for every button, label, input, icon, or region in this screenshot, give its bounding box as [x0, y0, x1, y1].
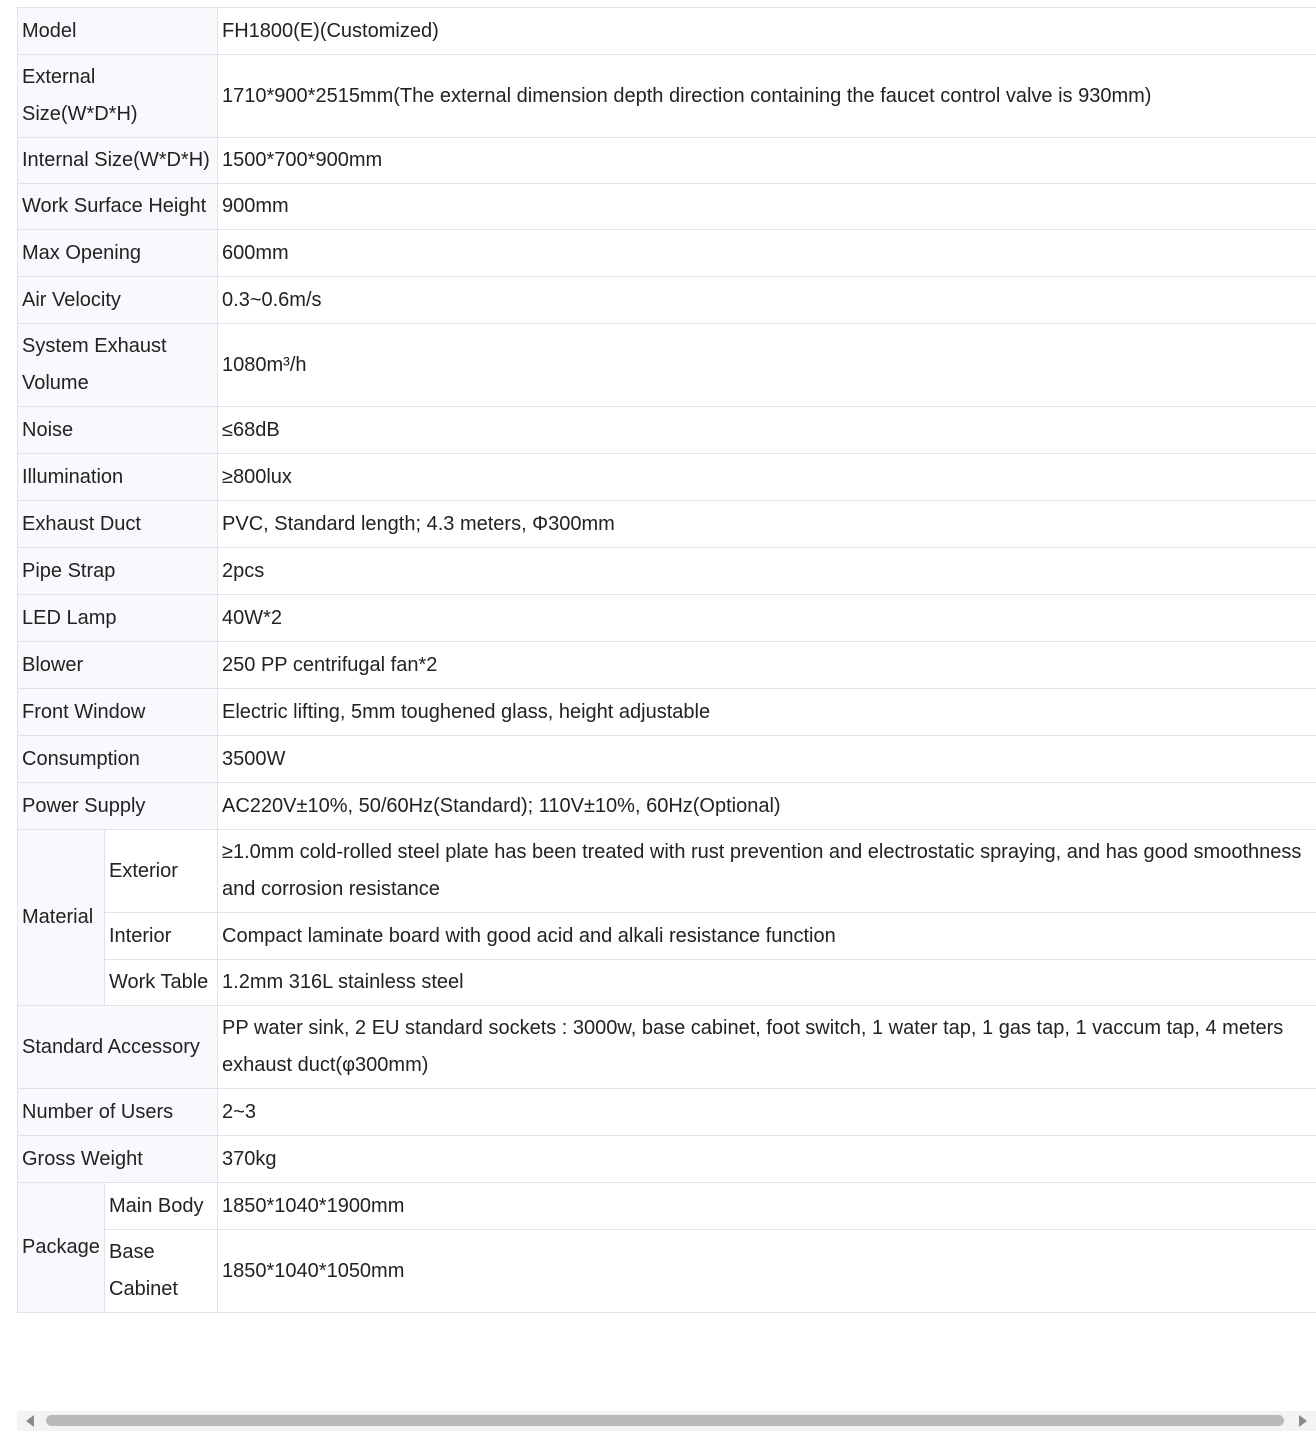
table-row	[18, 1006, 1316, 1089]
spec-label: System Exhaust Volume	[18, 324, 218, 407]
spec-value: 900mm	[218, 184, 1316, 230]
spec-label: Model	[18, 8, 218, 55]
sub-label-main-body: Main Body	[105, 1183, 218, 1230]
spec-value: 1850*1040*1900mm	[218, 1183, 1316, 1230]
scroll-left-arrow-icon[interactable]	[26, 1415, 34, 1427]
table-row	[18, 454, 1316, 501]
spec-value: 370kg	[218, 1136, 1316, 1183]
spec-value: Electric lifting, 5mm toughened glass, height adjustable	[218, 689, 1316, 736]
table-row	[18, 830, 1316, 913]
spec-label: Air Velocity	[18, 277, 218, 324]
spec-value: ≥1.0mm cold-rolled steel plate has been treated with rust prevention and electrostatic spraying, and has good smoothness and corrosion resistance	[218, 830, 1316, 913]
table-row	[18, 324, 1316, 407]
spec-label: Power Supply	[18, 783, 218, 830]
spec-table-container	[17, 7, 1316, 1411]
spec-value: 3500W	[218, 736, 1316, 783]
spec-value: 0.3~0.6m/s	[218, 277, 1316, 324]
package-label: Package	[18, 1183, 105, 1313]
table-row	[18, 642, 1316, 689]
scrollbar-thumb[interactable]	[46, 1415, 1284, 1426]
spec-value: FH1800(E)(Customized)	[218, 8, 1316, 55]
table-row	[18, 1183, 1316, 1230]
sub-label-interior: Interior	[105, 913, 218, 960]
table-row	[18, 407, 1316, 454]
table-row	[18, 184, 1316, 230]
spec-table	[17, 7, 1316, 1313]
table-row	[18, 277, 1316, 324]
spec-value: 1500*700*900mm	[218, 138, 1316, 184]
spec-label: Standard Accessory	[18, 1006, 218, 1089]
table-row	[18, 783, 1316, 830]
spec-label: Number of Users	[18, 1089, 218, 1136]
spec-label: Illumination	[18, 454, 218, 501]
table-row	[18, 960, 1316, 1006]
table-row	[18, 913, 1316, 960]
table-row	[18, 8, 1316, 55]
spec-value: ≤68dB	[218, 407, 1316, 454]
spec-label: Front Window	[18, 689, 218, 736]
table-row	[18, 230, 1316, 277]
sub-label-exterior: Exterior	[105, 830, 218, 913]
material-label: Material	[18, 830, 105, 1006]
table-row	[18, 55, 1316, 138]
table-row	[18, 138, 1316, 184]
spec-label: Max Opening	[18, 230, 218, 277]
spec-value: 1080m³/h	[218, 324, 1316, 407]
spec-value: 250 PP centrifugal fan*2	[218, 642, 1316, 689]
table-row	[18, 1089, 1316, 1136]
spec-value: PP water sink, 2 EU standard sockets : 3000w, base cabinet, foot switch, 1 water tap, 1 gas tap, 1 vaccum tap, 4 meters exhaust duct(φ300mm)	[218, 1006, 1316, 1089]
spec-label: LED Lamp	[18, 595, 218, 642]
table-row	[18, 548, 1316, 595]
spec-label: External Size(W*D*H)	[18, 55, 218, 138]
spec-value: 1.2mm 316L stainless steel	[218, 960, 1316, 1006]
table-row	[18, 1136, 1316, 1183]
spec-label: Blower	[18, 642, 218, 689]
spec-label: Consumption	[18, 736, 218, 783]
table-row	[18, 595, 1316, 642]
spec-value: 1850*1040*1050mm	[218, 1230, 1316, 1313]
spec-value: PVC, Standard length; 4.3 meters, Φ300mm	[218, 501, 1316, 548]
table-row	[18, 1230, 1316, 1313]
horizontal-scrollbar[interactable]	[17, 1411, 1316, 1431]
spec-value: ≥800lux	[218, 454, 1316, 501]
spec-value: 40W*2	[218, 595, 1316, 642]
table-row	[18, 736, 1316, 783]
spec-value: Compact laminate board with good acid and alkali resistance function	[218, 913, 1316, 960]
spec-value: AC220V±10%, 50/60Hz(Standard); 110V±10%, 60Hz(Optional)	[218, 783, 1316, 830]
table-row	[18, 501, 1316, 548]
spec-label: Internal Size(W*D*H)	[18, 138, 218, 184]
spec-value: 2pcs	[218, 548, 1316, 595]
spec-label: Pipe Strap	[18, 548, 218, 595]
spec-label: Work Surface Height	[18, 184, 218, 230]
spec-label: Noise	[18, 407, 218, 454]
scroll-right-arrow-icon[interactable]	[1299, 1415, 1307, 1427]
sub-label-base-cabinet: Base Cabinet	[105, 1230, 218, 1313]
spec-value: 600mm	[218, 230, 1316, 277]
spec-label: Gross Weight	[18, 1136, 218, 1183]
spec-value: 1710*900*2515mm(The external dimension depth direction containing the faucet control valve is 930mm)	[218, 55, 1316, 138]
sub-label-work-table: Work Table	[105, 960, 218, 1006]
spec-label: Exhaust Duct	[18, 501, 218, 548]
table-row	[18, 689, 1316, 736]
spec-value: 2~3	[218, 1089, 1316, 1136]
